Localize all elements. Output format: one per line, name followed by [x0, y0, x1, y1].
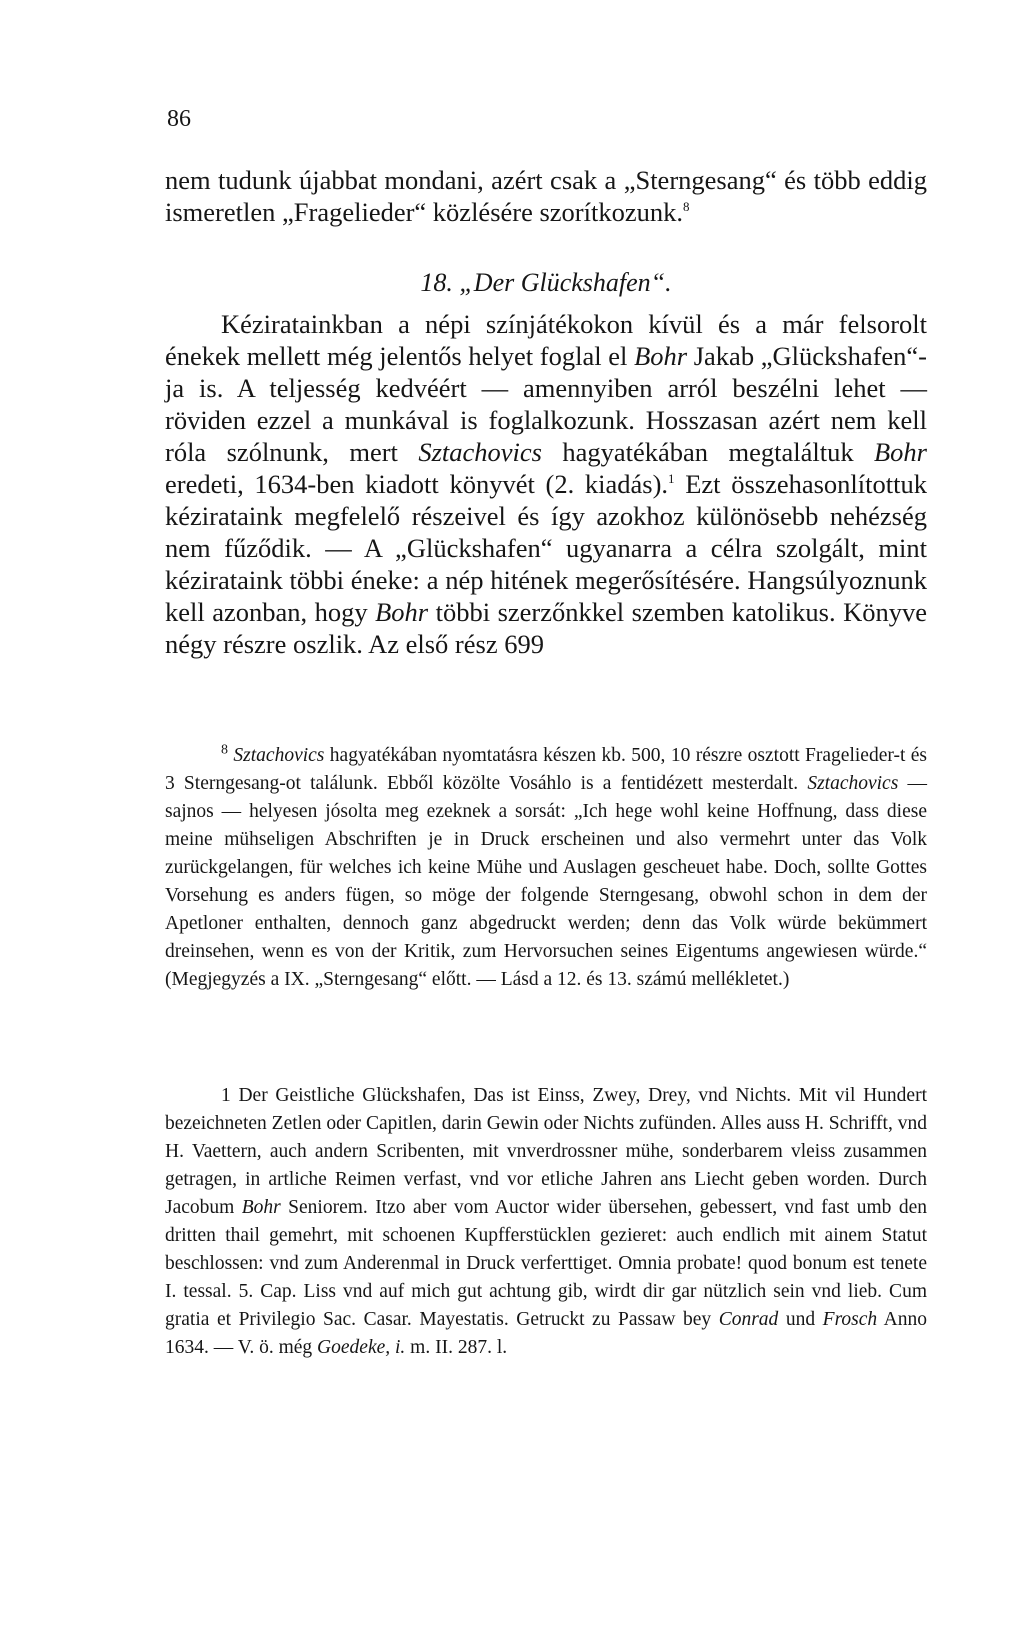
- section-title: 18. „Der Glückshafen“.: [420, 268, 672, 297]
- body-text: Kéziratainkban a népi színjátékokon kívül és a már felsorolt énekek mellett még jelentős helyet foglal el: [165, 309, 927, 371]
- body-text: Jakab „Glückshafen“-ja is. A teljesség kedvéért — amennyiben arról beszélni lehet — röviden ezzel a munkával is foglalkozunk. Hosszasan azért nem kell róla szólnunk, mert: [165, 341, 928, 467]
- footnote-number: 1: [221, 1085, 231, 1106]
- body-text: többi szerzőnkkel szemben katolikus. Könyve négy részre oszlik. Az első rész 699: [165, 597, 927, 659]
- author-name: Sztachovics: [807, 773, 899, 794]
- intro-text: nem tudunk újabbat mondani, azért csak a „Sterngesang“ és több eddig ismeretlen „Fragelieder“ közlésére szorítkozunk.: [165, 165, 927, 227]
- author-name: Bohr: [241, 1197, 281, 1218]
- footnote-number: 8: [221, 742, 228, 758]
- author-name: Bohr: [634, 341, 688, 371]
- footnote-1: [165, 1082, 927, 1362]
- body-paragraph: [165, 308, 927, 660]
- publisher-name: Conrad: [718, 1309, 779, 1330]
- body-text: hagyatékában megtaláltuk: [541, 437, 874, 467]
- body-text: eredeti, 1634-ben kiadott könyvét (2. kiadás).: [165, 469, 669, 499]
- footnote-text: — sajnos — helyesen jósolta meg ezeknek a sorsát: „Ich hege wohl keine Hoffnung, dass diese meine mühseligen Abschriften je in Druck erscheinen und also vermehrt unter das Volk zurückgelangen, für welches ich keine Mühe und Auslagen gescheuet habe. Doch, sollte Gottes Vorsehung es anders fügen, so möge der folgende Sterngesang, obwohl schon in dem der Apetloner enthalten, dennoch ganz abgedruckt werden; denn das Volk würde bekümmert dreinsehen, wenn es von der Kritik, zum Hervorsuchen seines Eigentums angewiesen würde.“ (Megjegyzés a IX. „Sterngesang“ előtt. — Lásd a 12. és 13. számú mellékletet.): [165, 773, 927, 990]
- footnote-8: [165, 742, 927, 994]
- footnote-text: Der Geistliche Glückshafen, Das ist Einss, Zwey, Drey, vnd Nichts. Mit vil Hundert bezeichneten Zetlen oder Capitlen, darin Gewin oder Nichts zufünden. Alles auss H. Schrifft, vnd H. Vaettern, auch andern Scribenten, mit vnverdrossner mühe, sonderbarem vleiss zusammen getragen, in artliche Reimen verfast, vnd vor etliche Jahren ans Liecht geben worden. Durch Jacobum: [165, 1085, 927, 1218]
- author-name: Sztachovics: [418, 437, 542, 467]
- footnote-marker: 1: [668, 471, 675, 487]
- footnote-text: und: [778, 1309, 823, 1330]
- footnote-text: hagyatékában nyomtatásra készen kb. 500, 10 részre osztott Fragelieder-t és 3 Sterngesang-ot találunk. Ebből közölte Vosáhlo is a fentidézett mesterdalt.: [165, 745, 928, 794]
- author-name: Sztachovics: [233, 745, 325, 766]
- body-text: Ezt összehasonlítottuk kézirataink megfelelő részeivel és így azokhoz különösebb nehézség nem fűződik. — A „Glückshafen“ ugyanarra a célra szolgált, mint kézirataink többi éneke: a nép hitének megerősítésére. Hangsúlyoznunk kell azonban, hogy: [165, 469, 927, 627]
- footnote-marker: 8: [683, 199, 690, 215]
- publisher-name: Frosch: [822, 1309, 878, 1330]
- footnote-text: m. II. 287. l.: [405, 1337, 508, 1358]
- author-name: Bohr: [874, 437, 927, 467]
- reference-name: Goedeke, i.: [317, 1337, 406, 1358]
- footnote-text: Seniorem. Itzo aber vom Auctor wider übersehen, gebessert, vnd fast umb den dritten thail gemehrt, mit schoenen Kupfferstücklen gezieret: auch endlich mit ainem Statut beschlossen: vnd zum Anderenmal in Druck verferttiget. Omnia probate! quod bonum est tenete I. tessal. 5. Cap. Liss vnd auf mich gut achtung gib, wirdt dir gar nützlich sein vnd lieb. Cum gratia et Privilegio Sac. Casar. Mayestatis. Getruckt zu Passaw bey: [165, 1197, 927, 1330]
- author-name: Bohr: [375, 597, 429, 627]
- intro-paragraph: [165, 164, 927, 228]
- footnote-text: Anno 1634. — V. ö. még: [165, 1309, 927, 1358]
- page-number: 86: [167, 106, 191, 132]
